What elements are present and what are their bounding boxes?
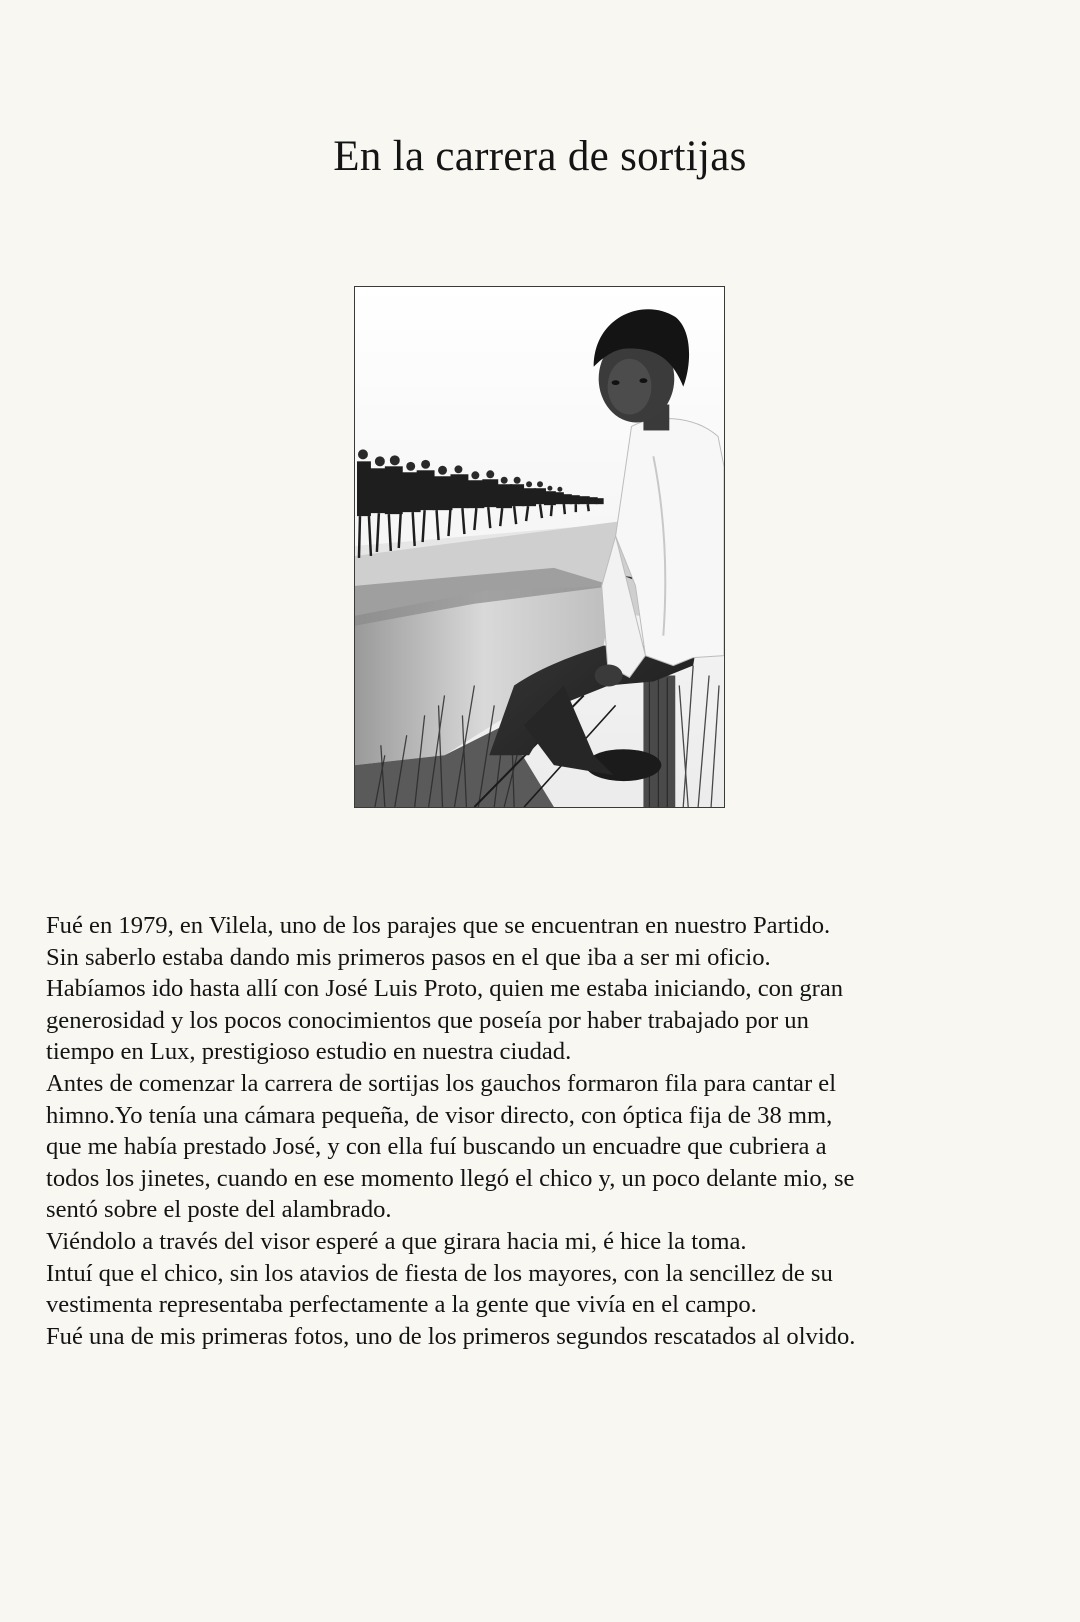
text-line: sentó sobre el poste del alambrado.	[46, 1196, 392, 1224]
text-line: Sin saberlo estaba dando mis primeros pasos en el que iba a ser mi oficio.	[46, 943, 771, 971]
text-line: Viéndolo a través del visor esperé a que girara hacia mi, é hice la toma.	[46, 1227, 747, 1255]
text-line: tiempo en Lux, prestigioso estudio en nuestra ciudad.	[46, 1038, 572, 1066]
text-line: Fué una de mis primeras fotos, uno de los primeros segundos rescatados al olvido.	[46, 1322, 856, 1350]
text-line: Habíamos ido hasta allí con José Luis Proto, quien me estaba iniciando, con gran	[46, 975, 844, 1003]
page-title: En la carrera de sortijas	[333, 133, 747, 180]
text-line: que me había prestado José, y con ella fuí buscando un encuadre que cubriera a	[46, 1133, 827, 1161]
text-line: todos los jinetes, cuando en ese momento llegó el chico y, un poco delante mio, se	[46, 1164, 855, 1192]
text-line: generosidad y los pocos conocimientos que poseía por haber trabajado por un	[46, 1006, 809, 1034]
photograph	[354, 286, 725, 808]
photo-illustration	[355, 287, 724, 807]
text-line: Fué en 1979, en Vilela, uno de los parajes que se encuentran en nuestro Partido.	[46, 912, 831, 939]
text-line: vestimenta representaba perfectamente a la gente que vivía en el campo.	[46, 1291, 757, 1319]
text-line: himno.Yo tenía una cámara pequeña, de visor directo, con óptica fija de 38 mm,	[46, 1101, 833, 1129]
body-text	[46, 910, 1046, 1352]
text-line: Antes de comenzar la carrera de sortijas los gauchos formaron fila para cantar el	[46, 1069, 837, 1097]
text-line: Intuí que el chico, sin los atavios de fiesta de los mayores, con la sencillez de su	[46, 1259, 833, 1287]
